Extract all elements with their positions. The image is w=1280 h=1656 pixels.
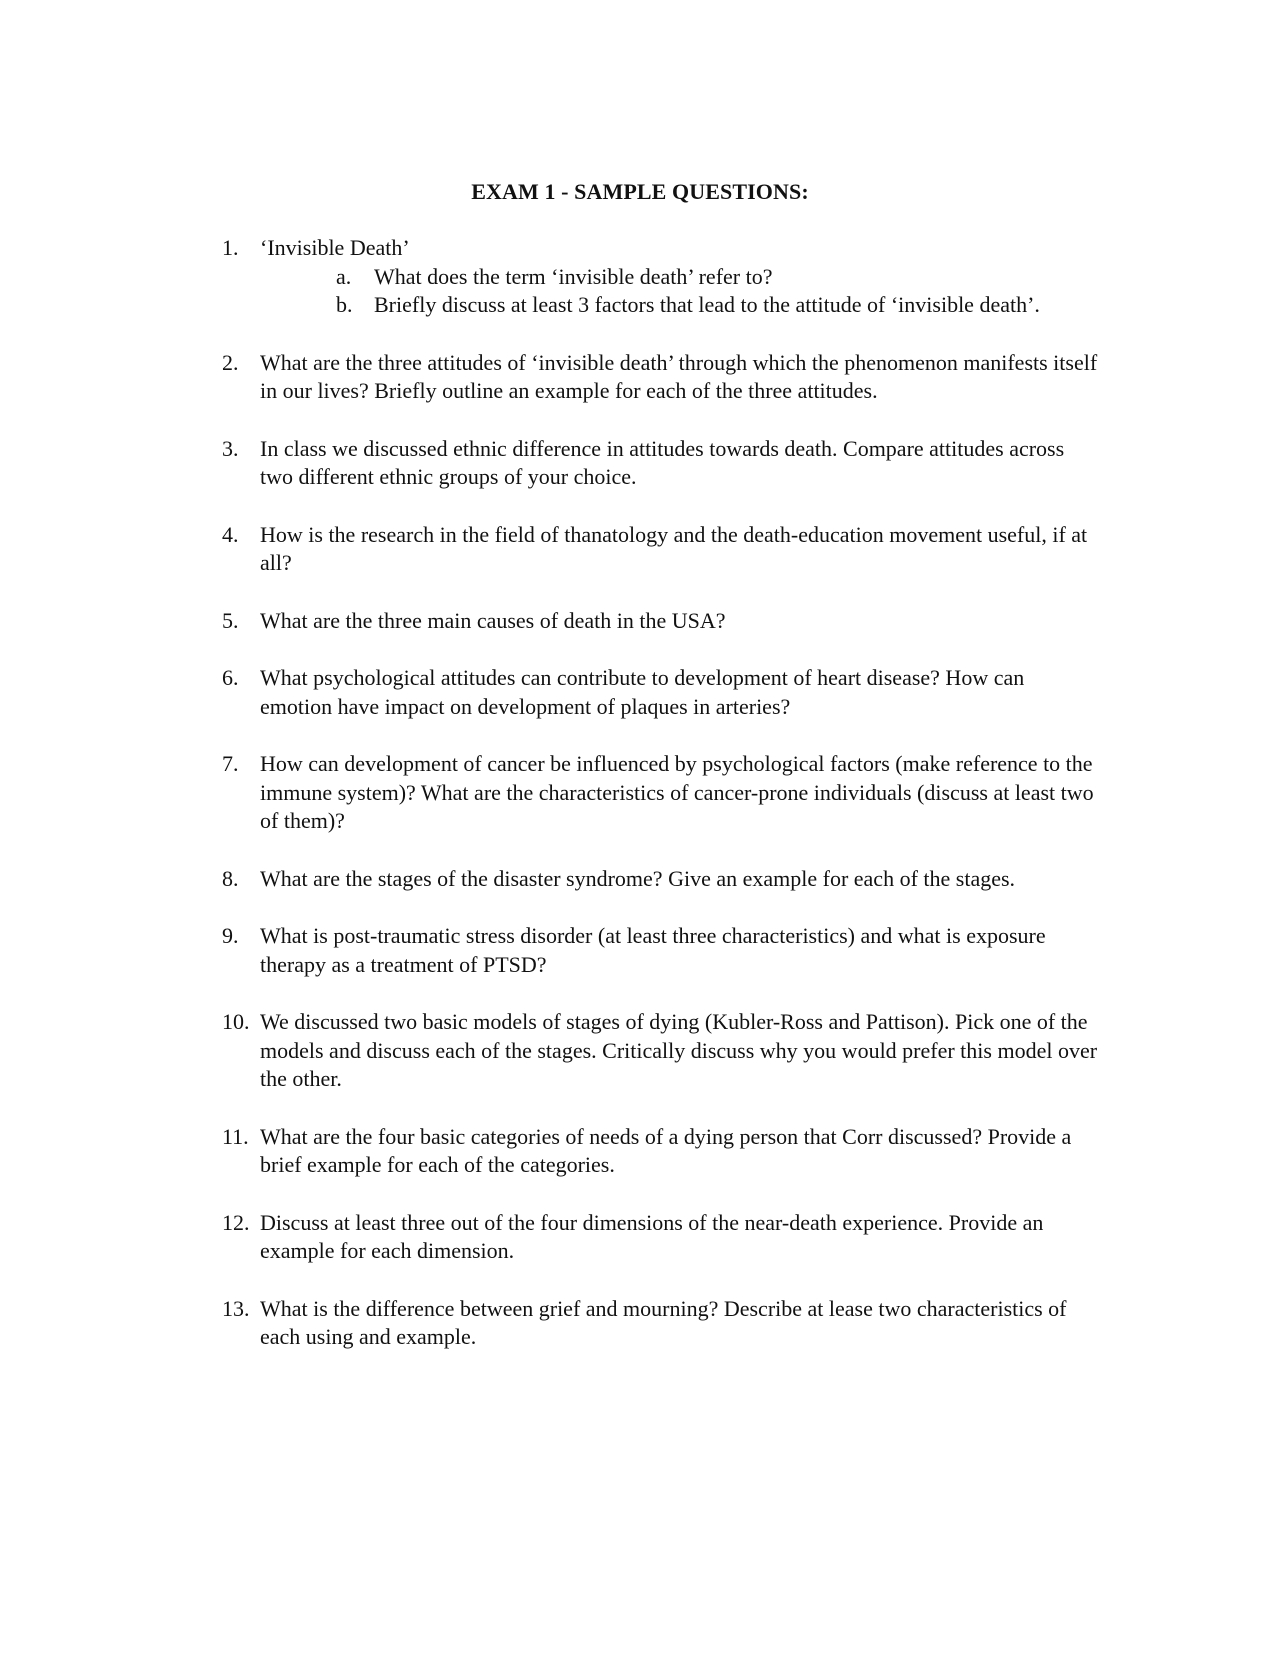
sub-question-list: [260, 263, 1102, 320]
question-item: [222, 1295, 1102, 1352]
sub-question-text: What does the term ‘invisible death’ refer to?: [374, 263, 773, 289]
question-number: 4.: [222, 521, 239, 547]
question-text: We discussed two basic models of stages of dying (Kubler-Ross and Pattison). Pick one of the models and discuss each of the stages. Critically discuss why you would prefer this model over the other.: [260, 1009, 1098, 1091]
question-text: How can development of cancer be influenced by psychological factors (make reference to the immune system)? What are the characteristics of cancer-prone individuals (discuss at least two of them)?: [260, 751, 1094, 833]
question-number: 12.: [222, 1209, 250, 1235]
sub-question-letter: a.: [336, 263, 352, 289]
sub-question-item: [260, 263, 1102, 292]
question-number: 2.: [222, 349, 239, 375]
sub-question-text: Briefly discuss at least 3 factors that lead to the attitude of ‘invisible death’.: [374, 292, 1040, 317]
question-item: [222, 349, 1102, 406]
question-text: Discuss at least three out of the four dimensions of the near-death experience. Provide an example for each dimension.: [260, 1209, 1044, 1263]
question-number: 6.: [222, 665, 239, 690]
question-text: What is the difference between grief and mourning? Describe at lease two characteristics of each using and example.: [260, 1295, 1067, 1349]
question-item: [222, 1123, 1102, 1180]
question-item: [222, 521, 1102, 578]
question-item: [222, 922, 1102, 979]
question-number: 8.: [222, 865, 239, 891]
question-number: 1.: [222, 235, 239, 260]
question-item: [222, 607, 1102, 636]
question-number: 11.: [222, 1123, 249, 1149]
question-text: What are the three main causes of death in the USA?: [260, 607, 726, 633]
question-text: What is post-traumatic stress disorder (at least three characteristics) and what is exposure therapy as a treatment of PTSD?: [260, 923, 1046, 977]
question-number: 13.: [222, 1295, 250, 1321]
question-number: 5.: [222, 607, 239, 633]
question-list: [222, 234, 1102, 1381]
question-number: 10.: [222, 1009, 250, 1034]
question-item: [222, 1209, 1102, 1266]
question-item: [222, 1008, 1102, 1094]
sub-question-letter: b.: [336, 292, 353, 317]
question-item: [222, 664, 1102, 721]
question-text: What psychological attitudes can contribute to development of heart disease? How can emotion have impact on development of plaques in arteries?: [260, 665, 1025, 719]
question-text: ‘Invisible Death’: [260, 235, 410, 260]
question-item: [222, 865, 1102, 894]
question-text: What are the three attitudes of ‘invisible death’ through which the phenomenon manifests itself in our lives? Briefly outline an example for each of the three attitudes.: [260, 349, 1098, 403]
question-item: [222, 234, 1102, 320]
question-number: 7.: [222, 751, 239, 776]
page-title: EXAM 1 - SAMPLE QUESTIONS:: [471, 179, 809, 204]
question-text: What are the four basic categories of needs of a dying person that Corr discussed? Provide a brief example for each of the categories.: [260, 1123, 1072, 1177]
question-number: 9.: [222, 923, 239, 948]
question-number: 3.: [222, 435, 239, 461]
question-item: [222, 750, 1102, 836]
sub-question-item: [260, 291, 1102, 320]
question-item: [222, 435, 1102, 492]
question-text: How is the research in the field of thanatology and the death-education movement useful, if at all?: [260, 521, 1088, 575]
question-text: In class we discussed ethnic difference in attitudes towards death. Compare attitudes across two different ethnic groups of your choice.: [260, 435, 1065, 489]
question-text: What are the stages of the disaster syndrome? Give an example for each of the stages.: [260, 865, 1016, 891]
